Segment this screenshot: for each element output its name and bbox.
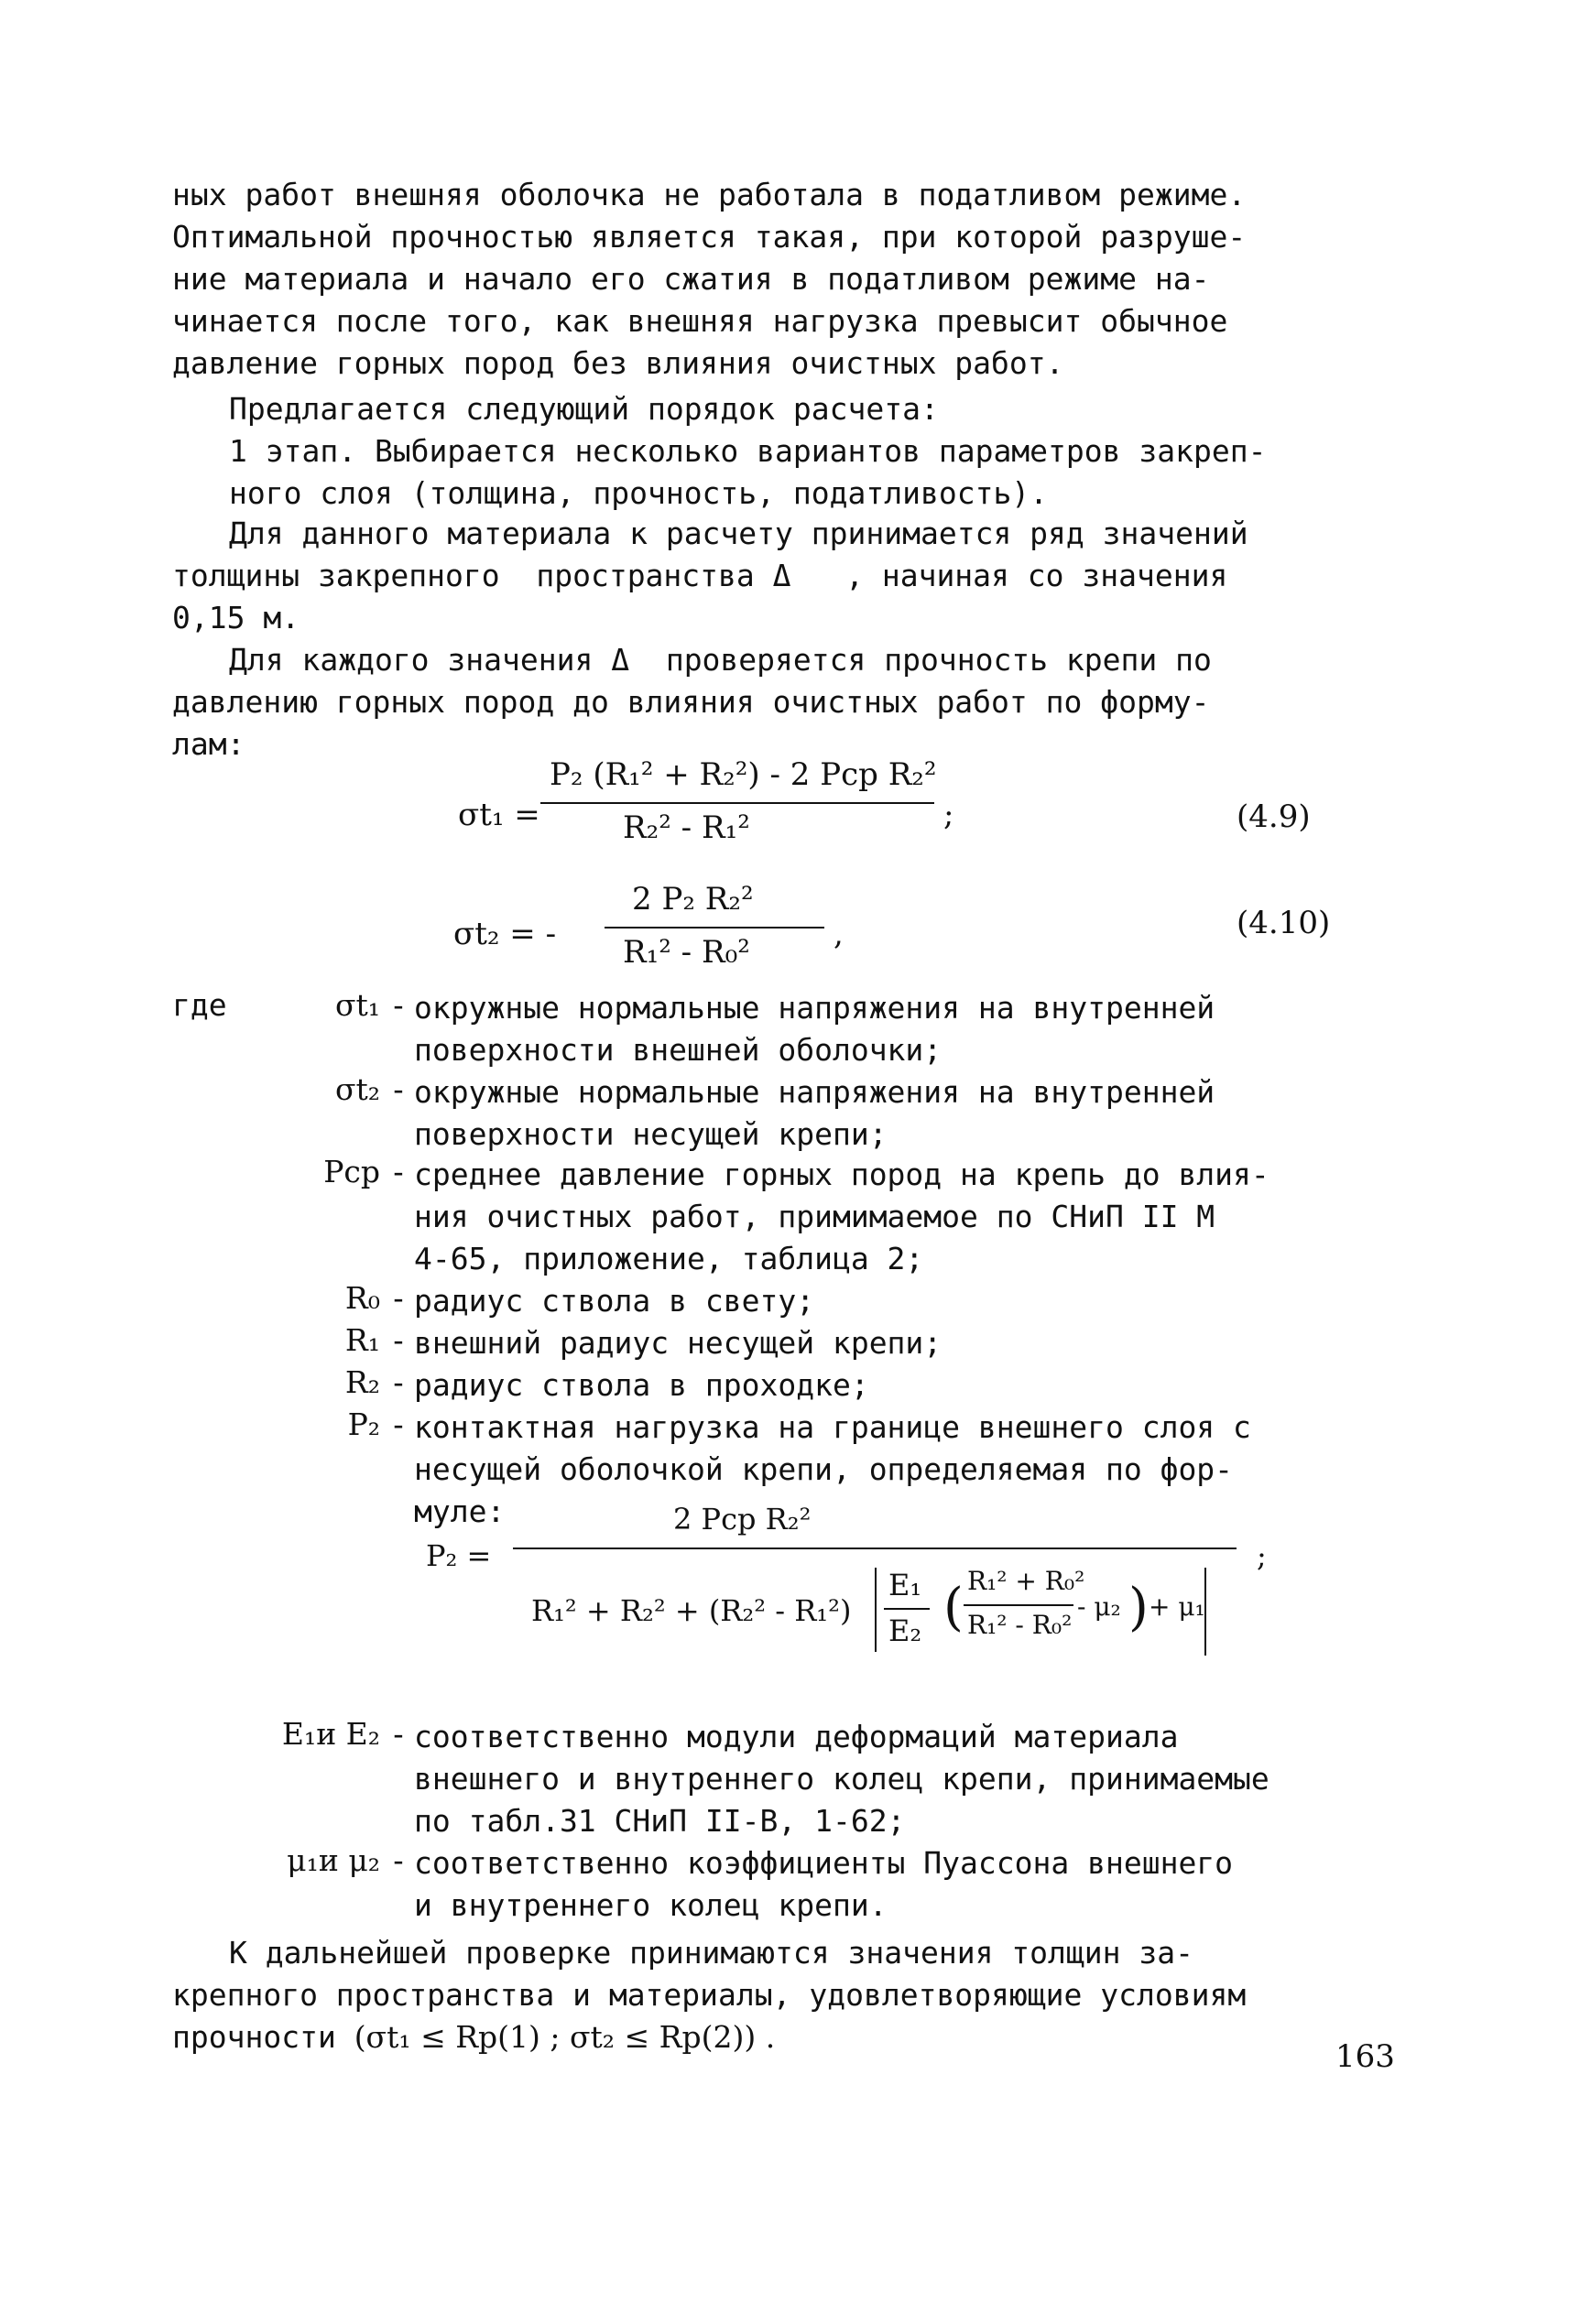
- equation-lhs: σt₂ = -: [453, 916, 557, 952]
- denominator-left: R₁² + R₂² + (R₂² - R₁²): [531, 1593, 852, 1628]
- equation-lhs: P₂ =: [426, 1538, 492, 1573]
- definition-text: соответственно коэффициенты Пуассона внешнего и внутреннего колец крепи.: [414, 1845, 1234, 1923]
- definition-dash: -: [389, 1280, 408, 1316]
- paren-fraction-num: R₁² + R₀²: [967, 1566, 1085, 1596]
- equation-lhs: σt₁ =: [458, 797, 540, 833]
- equation-numerator: 2 Pcp R₂²: [673, 1502, 812, 1537]
- definition-dash: -: [389, 1406, 408, 1442]
- text-line: 0,15 м.: [172, 600, 300, 635]
- equation-number: (4.9): [1237, 798, 1311, 835]
- equation-number: (4.10): [1237, 905, 1331, 941]
- definition-dash: -: [389, 987, 408, 1023]
- text-line: лам:: [172, 726, 245, 762]
- symbol-e1-e2: E₁и E₂: [281, 1716, 380, 1752]
- symbol-sigma-t2: σt₂: [334, 1071, 380, 1107]
- where-label: где: [172, 987, 227, 1023]
- inner-fraction-den: E₂: [888, 1613, 922, 1648]
- equation-numerator: 2 P₂ R₂²: [632, 881, 754, 918]
- definition-text: контактная нагрузка на границе внешнего слоя с несущей оболочкой крепи, определяемая по фор- муле:: [414, 1409, 1251, 1529]
- text-prefix: прочности: [172, 2019, 336, 2055]
- right-paren: ): [1128, 1578, 1149, 1637]
- definition-text: окружные нормальные напряжения на внутренней поверхности несущей крепи;: [414, 1074, 1215, 1152]
- paragraph-1: [172, 174, 1427, 385]
- definition-dash: -: [389, 1322, 408, 1358]
- text-line: К дальнейшей проверке принимаются значения толщин за-: [229, 1935, 1193, 1971]
- text-line: чинается после того, как внешняя нагрузка превысит обычное: [172, 303, 1228, 339]
- text-line: ного слоя (толщина, прочность, податливость).: [229, 475, 1049, 511]
- fraction-bar: [605, 927, 824, 929]
- definition-dash: -: [389, 1842, 408, 1878]
- text-line: Для данного материала к расчету принимается ряд значений: [229, 516, 1248, 551]
- inner-fraction-num: E₁: [888, 1568, 922, 1602]
- equation-tail: ,: [834, 916, 844, 952]
- symbol-mu1-mu2: μ₁и μ₂: [287, 1842, 380, 1878]
- symbol-r1: R₁: [344, 1322, 380, 1358]
- text-line: крепного пространства и материалы, удовлетворяющие условиям: [172, 1977, 1247, 2013]
- text-line: 1 этап. Выбирается несколько вариантов параметров закреп-: [229, 433, 1267, 469]
- fraction-bar: [513, 1548, 1237, 1549]
- definition-text: окружные нормальные напряжения на внутренней поверхности внешней оболочки;: [414, 990, 1215, 1068]
- symbol-r0: R₀: [344, 1280, 380, 1316]
- definition-dash: -: [389, 1154, 408, 1189]
- fraction-bar: [540, 802, 934, 804]
- left-paren: (: [943, 1578, 964, 1637]
- text-line: ние материала и начало его сжатия в податливом режиме на-: [172, 261, 1210, 297]
- text-line: давление горных пород без влияния очистных работ.: [172, 345, 1064, 381]
- definition-text: внешний радиус несущей крепи;: [414, 1325, 942, 1361]
- text-line: ных работ внешняя оболочка не работала в податливом режиме.: [172, 177, 1247, 212]
- text-line: Оптимальной прочностью является такая, при которой разруше-: [172, 219, 1247, 255]
- text-line: Предлагается следующий порядок расчета:: [229, 391, 939, 427]
- paragraph-2: [172, 388, 1427, 430]
- bracket-tail: + μ₁: [1149, 1591, 1205, 1622]
- text-line: Для каждого значения Δ проверяется прочность крепи по: [229, 642, 1212, 678]
- text-line: давлению горных пород до влияния очистных работ по форму-: [172, 684, 1210, 720]
- paragraph-3: [172, 430, 1427, 515]
- definition-dash: -: [389, 1364, 408, 1400]
- text-line: толщины закрепного пространства Δ , начиная со значения: [172, 558, 1228, 593]
- page-number: 163: [1335, 2038, 1395, 2075]
- equation-denominator: R₂² - R₁²: [623, 809, 750, 846]
- symbol-pcp: Pcp: [323, 1154, 380, 1189]
- strength-condition: (σt₁ ≤ Rp(1) ; σt₂ ≤ Rp(2)) .: [354, 2019, 776, 2055]
- equation-tail: ;: [943, 797, 954, 833]
- paragraph-final: [172, 1932, 1427, 2058]
- fraction-bar: [884, 1608, 930, 1610]
- definition-text: среднее давление горных пород на крепь до влия- ния очистных работ, примимаемое по СНиП II М 4-65, приложение, таблица 2;: [414, 1157, 1269, 1276]
- definition-dash: -: [389, 1716, 408, 1752]
- equation-tail: ;: [1257, 1538, 1267, 1573]
- definition-text: радиус ствола в свету;: [414, 1283, 815, 1319]
- definition-dash: -: [389, 1071, 408, 1107]
- definition-text: радиус ствола в проходке;: [414, 1367, 869, 1403]
- paragraph-4: [172, 513, 1427, 639]
- fraction-bar: [964, 1604, 1073, 1606]
- definition-text: соответственно модули деформаций материала внешнего и внутреннего колец крепи, принимаемые по табл.31 СНиП II-В, 1-62;: [414, 1719, 1269, 1839]
- paren-fraction-den: R₁² - R₀²: [967, 1610, 1073, 1640]
- equation-numerator: P₂ (R₁² + R₂²) - 2 Pcp R₂²: [550, 756, 937, 793]
- symbol-sigma-t1: σt₁: [334, 987, 380, 1023]
- equation-denominator: R₁² - R₀²: [623, 934, 750, 971]
- symbol-p2: P₂: [347, 1406, 380, 1442]
- symbol-r2: R₂: [344, 1364, 380, 1400]
- paren-tail: - μ₂: [1077, 1591, 1121, 1622]
- paragraph-5: [172, 639, 1427, 766]
- text-line: [172, 2016, 1427, 2058]
